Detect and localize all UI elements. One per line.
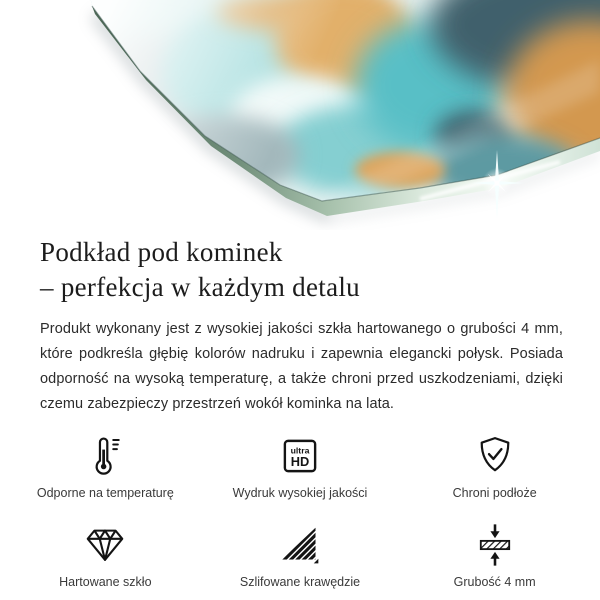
glass-panel-illustration (0, 0, 600, 230)
feature-label: Chroni podłoże (452, 486, 537, 500)
thermometer-icon (83, 433, 127, 479)
feature-label: Wydruk wysokiej jakości (232, 486, 368, 500)
thickness-icon (473, 522, 517, 568)
feature-label: Grubość 4 mm (453, 575, 536, 589)
marble-artwork (30, 0, 600, 230)
page-title (40, 235, 600, 305)
polished-edges-icon (278, 522, 322, 568)
page-title-line1: Podkład pod kominek (40, 237, 283, 267)
feature-item (397, 522, 592, 589)
feature-item (203, 522, 398, 589)
feature-label: Szlifowane krawędzie (239, 575, 361, 589)
page-title-line2: – perfekcja w każdym detalu (40, 272, 360, 302)
shield-check-icon (473, 433, 517, 479)
ultra-hd-badge-bottom: HD (290, 454, 310, 470)
diamond-icon (82, 522, 128, 568)
ultra-hd-badge-top: ultra (290, 445, 310, 456)
product-description: Produkt wykonany jest z wysokiej jakości szkła hartowanego o grubości 4 mm, które podkreśla głębię kolorów nadruku i zapewnia elegancki połysk. Posiada odporność na wysoką temperaturę, a także chroni przed uszkodzeniami, dzięki czemu zabezpieczy przestrzeń wokół kominka na lata. (40, 321, 563, 412)
feature-item (397, 433, 592, 500)
feature-item (8, 433, 203, 500)
feature-item (8, 522, 203, 589)
ultra-hd-icon (278, 433, 322, 479)
feature-label: Hartowane szkło (59, 575, 152, 589)
feature-label: Odporne na temperaturę (36, 486, 174, 500)
product-hero-image (0, 0, 600, 230)
feature-item (203, 433, 398, 500)
features-grid (8, 433, 592, 589)
